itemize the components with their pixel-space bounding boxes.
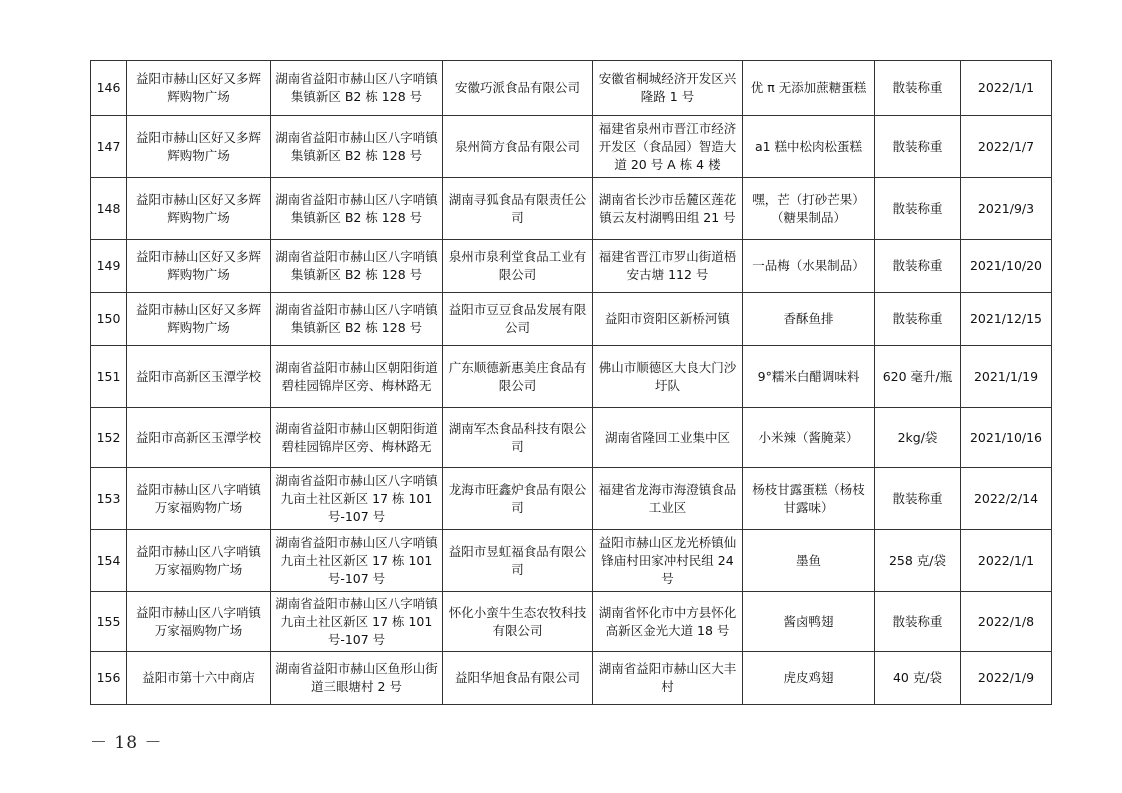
product-name: 香酥鱼排 xyxy=(743,293,875,346)
manufacturer-address: 湖南省益阳市赫山区大丰村 xyxy=(593,652,743,705)
store-name: 益阳市第十六中商店 xyxy=(127,652,271,705)
manufacturer-address: 福建省晋江市罗山街道梧安古塘 112 号 xyxy=(593,240,743,293)
page-number: － 18 － xyxy=(90,733,163,753)
manufacturer-name: 泉州简方食品有限公司 xyxy=(443,116,593,178)
manufacturer-address: 湖南省怀化市中方县怀化高新区金光大道 18 号 xyxy=(593,592,743,652)
store-name: 益阳市赫山区八字哨镇万家福购物广场 xyxy=(127,530,271,592)
store-name: 益阳市赫山区好又多辉辉购物广场 xyxy=(127,293,271,346)
row-number: 148 xyxy=(91,178,127,240)
table-row xyxy=(91,116,1052,178)
store-name: 益阳市赫山区好又多辉辉购物广场 xyxy=(127,240,271,293)
product-name: 虎皮鸡翅 xyxy=(743,652,875,705)
product-spec: 散装称重 xyxy=(875,468,961,530)
store-address: 湖南省益阳市赫山区八字哨镇集镇新区 B2 栋 128 号 xyxy=(271,116,443,178)
manufacturer-address: 湖南省隆回工业集中区 xyxy=(593,408,743,468)
store-name: 益阳市赫山区好又多辉辉购物广场 xyxy=(127,178,271,240)
store-name: 益阳市赫山区好又多辉辉购物广场 xyxy=(127,116,271,178)
store-address: 湖南省益阳市赫山区鱼形山街道三眼塘村 2 号 xyxy=(271,652,443,705)
product-spec: 散装称重 xyxy=(875,293,961,346)
table-body xyxy=(91,61,1052,705)
row-number: 153 xyxy=(91,468,127,530)
product-spec: 散装称重 xyxy=(875,240,961,293)
product-spec: 散装称重 xyxy=(875,178,961,240)
product-name: 一品梅（水果制品） xyxy=(743,240,875,293)
product-spec: 2kg/袋 xyxy=(875,408,961,468)
row-number: 155 xyxy=(91,592,127,652)
manufacturer-address: 湖南省长沙市岳麓区莲花镇云友村湖鸭田组 21 号 xyxy=(593,178,743,240)
product-name: 嘿，芒（打砂芒果）（糖果制品） xyxy=(743,178,875,240)
production-date: 2021/10/20 xyxy=(961,240,1052,293)
row-number: 147 xyxy=(91,116,127,178)
product-spec: 258 克/袋 xyxy=(875,530,961,592)
product-name: 小米辣（酱腌菜） xyxy=(743,408,875,468)
product-spec: 散装称重 xyxy=(875,116,961,178)
manufacturer-address: 安徽省桐城经济开发区兴隆路 1 号 xyxy=(593,61,743,116)
manufacturer-name: 怀化小蛮牛生态农牧科技有限公司 xyxy=(443,592,593,652)
production-date: 2021/1/19 xyxy=(961,346,1052,408)
product-name: a1 糕中松肉松蛋糕 xyxy=(743,116,875,178)
row-number: 154 xyxy=(91,530,127,592)
store-address: 湖南省益阳市赫山区八字哨镇集镇新区 B2 栋 128 号 xyxy=(271,61,443,116)
row-number: 156 xyxy=(91,652,127,705)
store-address: 湖南省益阳市赫山区八字哨镇九亩土社区新区 17 栋 101 号-107 号 xyxy=(271,468,443,530)
manufacturer-name: 安徽巧派食品有限公司 xyxy=(443,61,593,116)
table-row xyxy=(91,61,1052,116)
store-address: 湖南省益阳市赫山区八字哨镇集镇新区 B2 栋 128 号 xyxy=(271,293,443,346)
store-name: 益阳市赫山区八字哨镇万家福购物广场 xyxy=(127,592,271,652)
manufacturer-name: 广东顺德新惠美庄食品有限公司 xyxy=(443,346,593,408)
table-row xyxy=(91,408,1052,468)
production-date: 2022/1/1 xyxy=(961,530,1052,592)
production-date: 2021/12/15 xyxy=(961,293,1052,346)
manufacturer-name: 泉州市泉利堂食品工业有限公司 xyxy=(443,240,593,293)
production-date: 2022/1/1 xyxy=(961,61,1052,116)
table-row xyxy=(91,592,1052,652)
store-address: 湖南省益阳市赫山区八字哨镇集镇新区 B2 栋 128 号 xyxy=(271,178,443,240)
product-name: 酱卤鸭翅 xyxy=(743,592,875,652)
product-spec: 散装称重 xyxy=(875,592,961,652)
table-row xyxy=(91,468,1052,530)
store-address: 湖南省益阳市赫山区朝阳街道碧桂园锦岸区旁、梅林路无 xyxy=(271,346,443,408)
store-name: 益阳市高新区玉潭学校 xyxy=(127,408,271,468)
manufacturer-address: 福建省泉州市晋江市经济开发区（食品园）智造大道 20 号 A 栋 4 楼 xyxy=(593,116,743,178)
product-spec: 620 毫升/瓶 xyxy=(875,346,961,408)
row-number: 152 xyxy=(91,408,127,468)
product-spec: 40 克/袋 xyxy=(875,652,961,705)
manufacturer-address: 福建省龙海市海澄镇食品工业区 xyxy=(593,468,743,530)
manufacturer-name: 益阳华旭食品有限公司 xyxy=(443,652,593,705)
product-name: 9°糯米白醋调味料 xyxy=(743,346,875,408)
manufacturer-address: 佛山市顺德区大良大门沙圩队 xyxy=(593,346,743,408)
store-address: 湖南省益阳市赫山区八字哨镇九亩土社区新区 17 栋 101 号-107 号 xyxy=(271,530,443,592)
store-name: 益阳市赫山区八字哨镇万家福购物广场 xyxy=(127,468,271,530)
store-name: 益阳市高新区玉潭学校 xyxy=(127,346,271,408)
production-date: 2021/10/16 xyxy=(961,408,1052,468)
row-number: 146 xyxy=(91,61,127,116)
production-date: 2022/1/8 xyxy=(961,592,1052,652)
production-date: 2022/2/14 xyxy=(961,468,1052,530)
table-row xyxy=(91,240,1052,293)
production-date: 2022/1/9 xyxy=(961,652,1052,705)
manufacturer-name: 龙海市旺鑫炉食品有限公司 xyxy=(443,468,593,530)
sampling-results-table xyxy=(90,60,1052,705)
table-row xyxy=(91,293,1052,346)
table-row xyxy=(91,178,1052,240)
production-date: 2022/1/7 xyxy=(961,116,1052,178)
product-spec: 散装称重 xyxy=(875,61,961,116)
store-address: 湖南省益阳市赫山区八字哨镇集镇新区 B2 栋 128 号 xyxy=(271,240,443,293)
table-row xyxy=(91,652,1052,705)
row-number: 150 xyxy=(91,293,127,346)
store-address: 湖南省益阳市赫山区朝阳街道碧桂园锦岸区旁、梅林路无 xyxy=(271,408,443,468)
manufacturer-name: 益阳市豆豆食品发展有限公司 xyxy=(443,293,593,346)
product-name: 杨枝甘露蛋糕（杨枝甘露味） xyxy=(743,468,875,530)
manufacturer-name: 湖南军杰食品科技有限公司 xyxy=(443,408,593,468)
production-date: 2021/9/3 xyxy=(961,178,1052,240)
table-row xyxy=(91,530,1052,592)
row-number: 149 xyxy=(91,240,127,293)
product-name: 优 π 无添加蔗糖蛋糕 xyxy=(743,61,875,116)
table-row xyxy=(91,346,1052,408)
product-name: 墨鱼 xyxy=(743,530,875,592)
store-name: 益阳市赫山区好又多辉辉购物广场 xyxy=(127,61,271,116)
manufacturer-address: 益阳市赫山区龙光桥镇仙锋庙村田家冲村民组 24 号 xyxy=(593,530,743,592)
manufacturer-address: 益阳市资阳区新桥河镇 xyxy=(593,293,743,346)
manufacturer-name: 益阳市昱虹福食品有限公司 xyxy=(443,530,593,592)
store-address: 湖南省益阳市赫山区八字哨镇九亩土社区新区 17 栋 101 号-107 号 xyxy=(271,592,443,652)
manufacturer-name: 湖南寻狐食品有限责任公司 xyxy=(443,178,593,240)
row-number: 151 xyxy=(91,346,127,408)
